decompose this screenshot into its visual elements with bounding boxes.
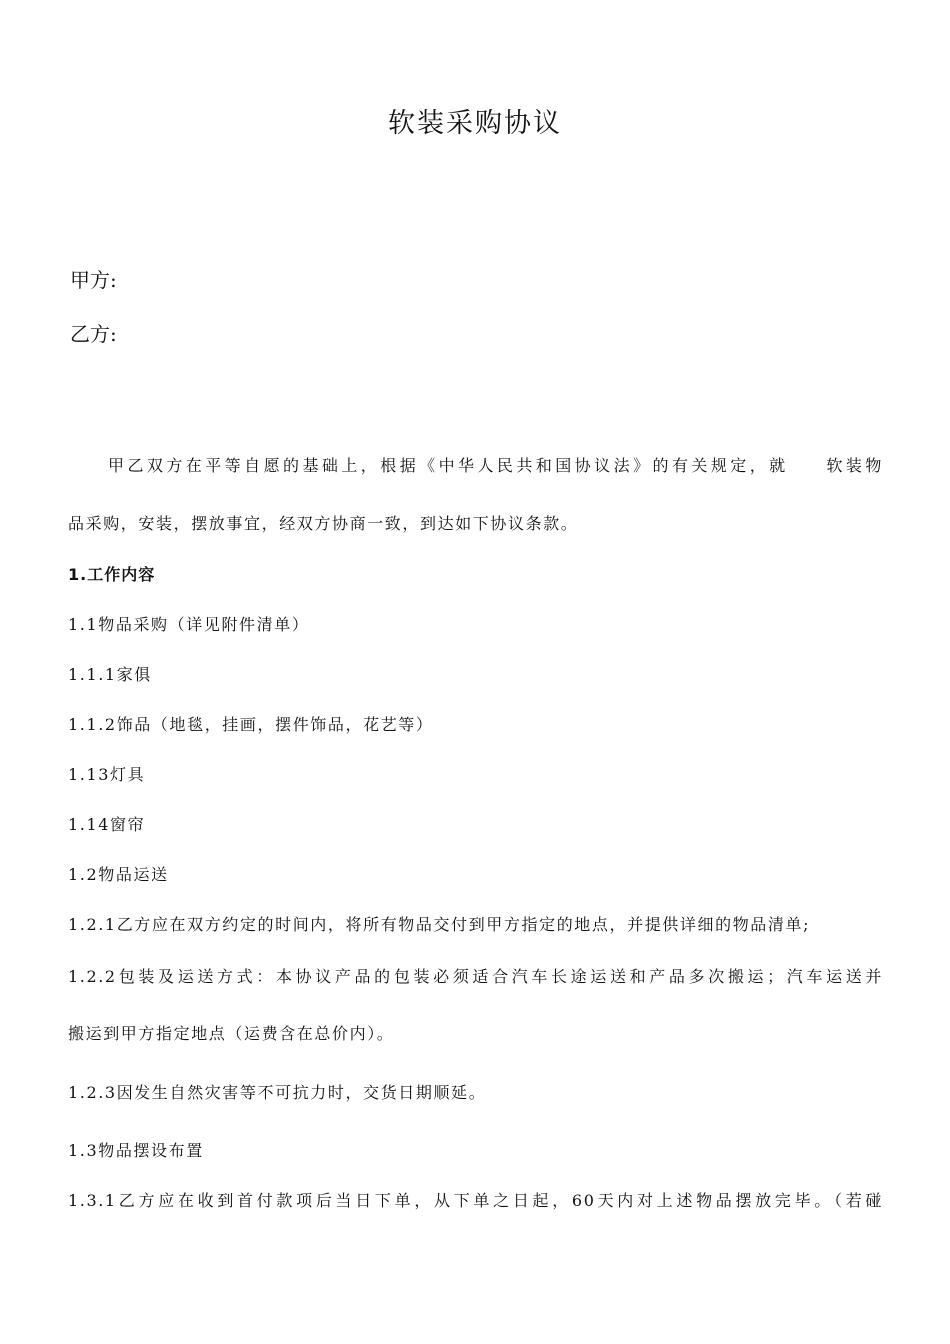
clause-1-2-3: 1.2.3因发生自然灾害等不可抗力时，交货日期顺延。 bbox=[68, 1083, 487, 1102]
intro-paragraph-line-2: 品采购，安装，摆放事宜，经双方协商一致，到达如下协议条款。 bbox=[68, 514, 579, 533]
clause-1-3: 1.3物品摆设布置 bbox=[68, 1141, 204, 1160]
intro-text-part-2: 软装物 bbox=[824, 456, 883, 475]
clause-1-1: 1.1物品采购（详见附件清单） bbox=[68, 615, 310, 634]
clause-1-14: 1.14窗帘 bbox=[68, 815, 146, 834]
clause-1-1-2: 1.1.2饰品（地毯，挂画，摆件饰品，花艺等） bbox=[68, 715, 434, 734]
clause-1-2-2-line-1: 1.2.2包装及运送方式：本协议产品的包装必须适合汽车长途运送和产品多次搬运；汽车运送并 bbox=[68, 967, 883, 986]
party-a-label: 甲方: bbox=[70, 268, 117, 292]
party-b-label: 乙方: bbox=[70, 322, 117, 346]
document-title: 软装采购协议 bbox=[388, 108, 562, 139]
clause-1-3-1: 1.3.1乙方应在收到首付款项后当日下单，从下单之日起，60天内对上述物品摆放完毕。（若碰 bbox=[68, 1191, 883, 1210]
section-heading-work-content: 1.工作内容 bbox=[68, 565, 156, 584]
clause-1-2: 1.2物品运送 bbox=[68, 865, 169, 884]
clause-1-1-1: 1.1.1家俱 bbox=[68, 665, 152, 684]
clause-1-2-1: 1.2.1乙方应在双方约定的时间内，将所有物品交付到甲方指定的地点，并提供详细的物品清单; bbox=[68, 915, 811, 934]
clause-1-13: 1.13灯具 bbox=[68, 765, 146, 784]
intro-paragraph-line-1 bbox=[108, 453, 883, 479]
clause-1-2-2-line-2: 搬运到甲方指定地点（运费含在总价内）。 bbox=[68, 1024, 395, 1043]
intro-text-part-1: 甲乙双方在平等自愿的基础上，根据《中华人民共和国协议法》的有关规定，就 bbox=[108, 456, 789, 475]
